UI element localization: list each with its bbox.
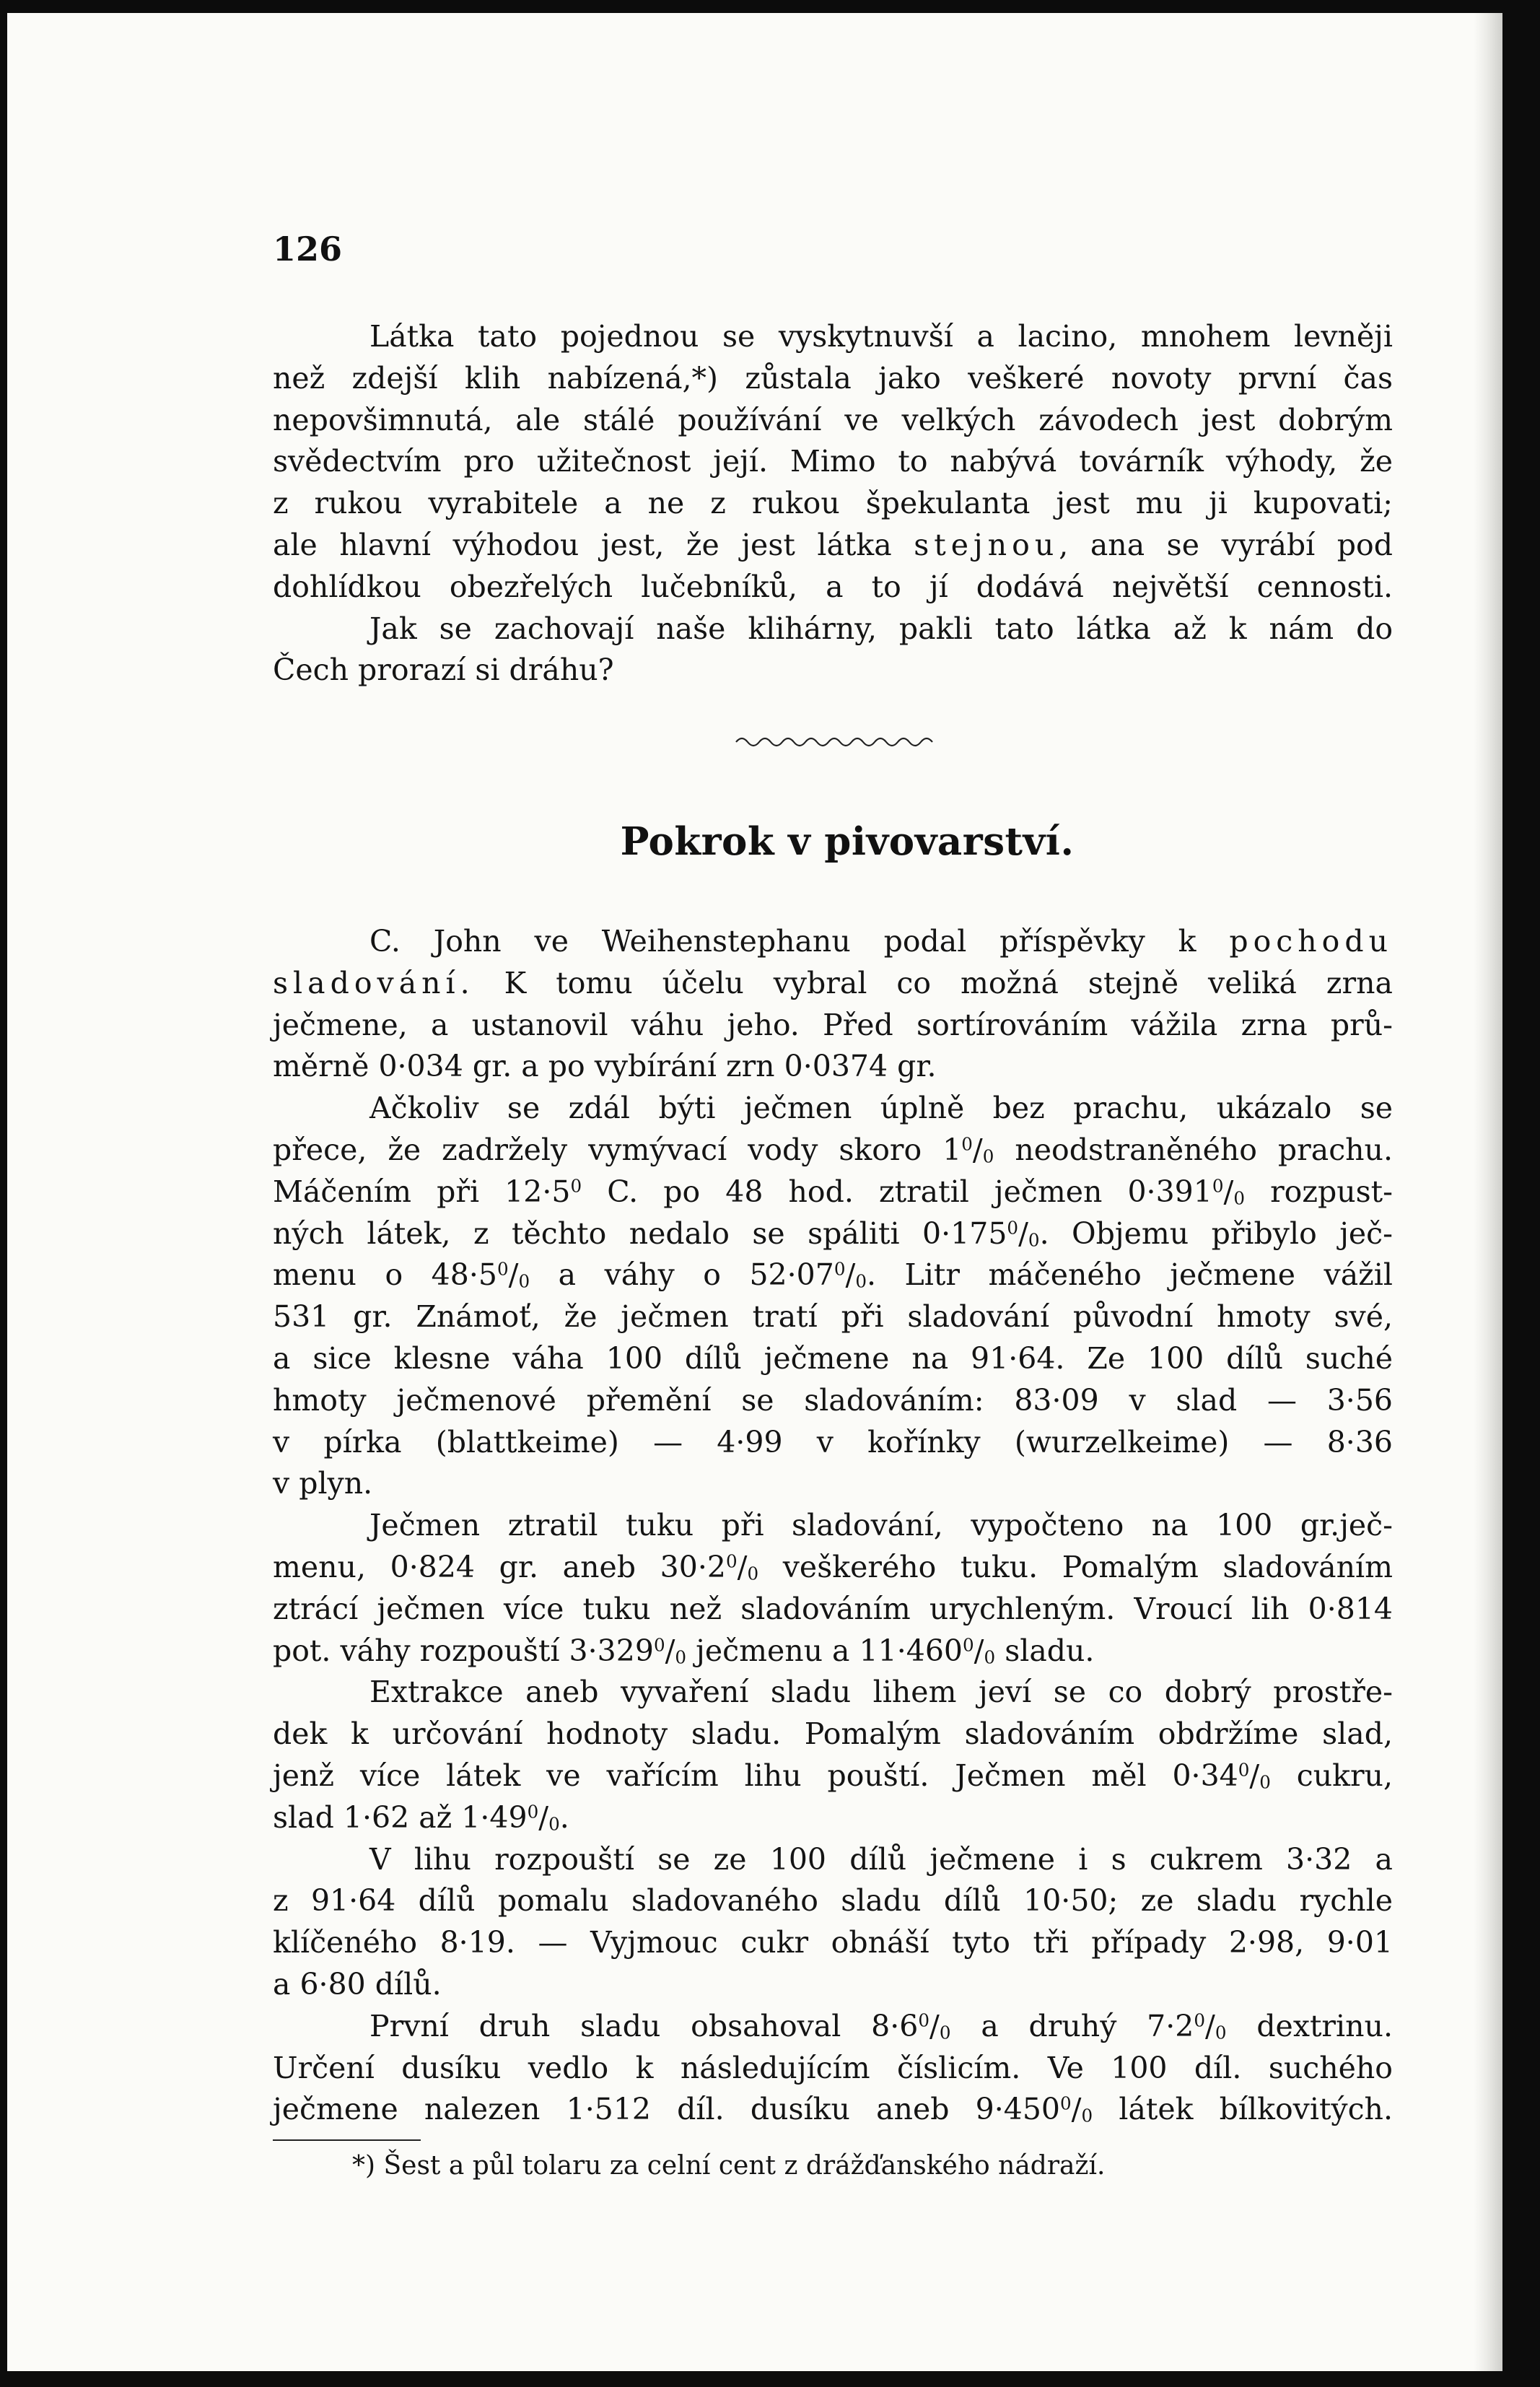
text-line: hmoty ječmenové přemění se sladováním: 83·09 v slad — 3·56 bbox=[273, 1382, 1393, 1418]
text-line: Ačkoliv se zdál býti ječmen úplně bez prachu, ukázalo se bbox=[369, 1091, 1393, 1126]
text-fragment: C. John ve Weihenstephanu podal příspěvky k bbox=[369, 924, 1196, 959]
page-sheet bbox=[7, 13, 1502, 2371]
percent-sup: 0 bbox=[918, 2009, 930, 2031]
percent-sup: 0 bbox=[834, 1258, 846, 1280]
percent-sup: 0 bbox=[1007, 1217, 1019, 1239]
section-heading: Pokrok v pivovarství. bbox=[620, 819, 1075, 864]
text-fragment: Máčením při 12·5 bbox=[273, 1174, 571, 1209]
body-text bbox=[273, 921, 1393, 2131]
text-line: Extrakce aneb vyvaření sladu lihem jeví se co dobrý prostře- bbox=[369, 1675, 1393, 1710]
text-fragment: K tomu účelu vybral co možná stejně veliká zrna bbox=[504, 965, 1393, 1000]
footnote-rule bbox=[273, 2139, 421, 2141]
text-fragment: jenž více látek ve vařícím lihu pouští. Ječmen měl 0·34 bbox=[273, 1758, 1238, 1793]
percent-sub: 0 bbox=[747, 1563, 759, 1584]
text-fragment: a druhý 7·2 bbox=[981, 2008, 1194, 2043]
text-fragment: látek bílkovitých. bbox=[1119, 2092, 1393, 2127]
text-fragment: sladu. bbox=[1005, 1633, 1095, 1668]
text-fragment: cukru, bbox=[1296, 1758, 1393, 1793]
text-line: 531 gr. Známoť, že ječmen tratí při sladování původní hmoty své, bbox=[273, 1299, 1393, 1335]
percent-sup: 0 bbox=[961, 1133, 973, 1155]
text-line: Látka tato pojednou se vyskytnuvší a lacino, mnohem levněji bbox=[369, 319, 1393, 354]
text-line: v plyn. bbox=[273, 1466, 373, 1501]
spaced-emphasis: pochodu bbox=[1229, 924, 1393, 959]
spaced-emphasis: sladování. bbox=[273, 965, 475, 1000]
text-line: dek k určování hodnoty sladu. Pomalým sladováním obdržíme slad, bbox=[273, 1716, 1393, 1752]
percent-sub: 0 bbox=[855, 1271, 867, 1293]
percent-sup: 0 bbox=[725, 1550, 738, 1572]
intro-paragraph bbox=[273, 316, 1393, 691]
text-fragment: slad 1·62 až 1·49 bbox=[273, 1799, 528, 1835]
text-fragment: přece, že zadržely vymývací vody skoro 1 bbox=[273, 1132, 962, 1167]
percent-sup: 0 bbox=[1212, 1175, 1224, 1197]
percent-sub: 0 bbox=[1233, 1187, 1245, 1209]
percent-sup: 0 bbox=[1238, 1759, 1250, 1781]
text-fragment: , ana se vyrábí pod bbox=[1059, 527, 1393, 562]
text-line: než zdejší klih nabízená,*) zůstala jako veškeré novoty první čas bbox=[273, 360, 1393, 396]
text-fragment: veškerého tuku. Pomalým sladováním bbox=[782, 1549, 1394, 1584]
text-fragment: . bbox=[559, 1799, 569, 1835]
text-fragment: menu o 48·5 bbox=[273, 1257, 497, 1293]
text-fragment: dextrinu. bbox=[1256, 2008, 1393, 2043]
text-line: v pírka (blattkeime) — 4·99 v kořínky (wurzelkeime) — 8·36 bbox=[273, 1424, 1393, 1459]
text-fragment: . Objemu přibylo ječ- bbox=[1039, 1216, 1393, 1251]
percent-sub: 0 bbox=[1028, 1229, 1040, 1251]
text-line: jenž více látek ve vařícím lihu pouští. Ječmen měl $0\cdot 34^0/_0$ cukru, bbox=[273, 1758, 1393, 1793]
text-line: Jak se zachovají naše klihárny, pakli tato látka až k nám do bbox=[369, 611, 1393, 646]
text-fragment: ječmene nalezen 1·512 díl. dusíku aneb 9·450 bbox=[273, 2092, 1061, 2127]
footnote: *) Šest a půl tolaru za celní cent z drážďanského nádraží. bbox=[352, 2151, 1106, 2181]
text-line bbox=[273, 921, 1393, 963]
spaced-emphasis: stejnou bbox=[914, 527, 1059, 562]
percent-sup: 0 bbox=[653, 1634, 665, 1656]
text-line: a 6·80 dílů. bbox=[273, 1966, 442, 2002]
text-line: V lihu rozpouští se ze 100 dílů ječmene i s cukrem 3·32 a bbox=[369, 1841, 1393, 1877]
text-line: Určení dusíku vedlo k následujícím číslicím. Ve 100 díl. suchého bbox=[273, 2050, 1393, 2085]
percent-sub: 0 bbox=[939, 2022, 951, 2043]
text-line: klíčeného 8·19. — Vyjmouc cukr obnáší tyto tři případy 2·98, 9·01 bbox=[273, 1925, 1393, 1960]
percent-sub: 0 bbox=[675, 1646, 687, 1668]
text-fragment: ných látek, z těchto nedalo se spáliti 0·175 bbox=[273, 1216, 1007, 1251]
percent-sub: 0 bbox=[548, 1813, 560, 1835]
text-line: dohlídkou obezřelých lučebníků, a to jí dodává největší cennosti. bbox=[273, 569, 1393, 604]
text-fragment: a váhy o 52·07 bbox=[558, 1257, 834, 1293]
text-fragment: ale hlavní výhodou jest, že jest látka bbox=[273, 527, 892, 562]
degree-sup: 0 bbox=[570, 1175, 582, 1197]
percent-sub: 0 bbox=[984, 1646, 996, 1668]
text-line: pot. váhy rozpouští $3\cdot 329^0/_0$ ječmenu a $11\cdot 460^0/_0$ sladu. bbox=[273, 1633, 1095, 1668]
percent-sub: 0 bbox=[1215, 2022, 1227, 2043]
text-line: ztrácí ječmen více tuku než sladováním urychleným. Vroucí lih 0·814 bbox=[273, 1591, 1393, 1626]
percent-sup: 0 bbox=[963, 1634, 974, 1656]
percent-sup: 0 bbox=[1060, 2093, 1072, 2114]
percent-sup: 0 bbox=[527, 1801, 539, 1823]
text-line: První druh sladu obsahoval $8\cdot 6^0/_0$ a druhý $7\cdot 2^0/_0$ dextrinu. bbox=[369, 2008, 1393, 2043]
percent-sup: 0 bbox=[1194, 2009, 1206, 2031]
text-fragment: C. po 48 hod. ztratil ječmen 0·391 bbox=[607, 1174, 1212, 1209]
text-line: ných látek, z těchto nedalo se spáliti $0\cdot 175^0/_0$. Objemu přibylo ječ- bbox=[273, 1216, 1393, 1251]
text-fragment: neodstraněného prachu. bbox=[1015, 1132, 1393, 1167]
text-fragment: . Litr máčeného ječmene vážil bbox=[867, 1257, 1393, 1293]
text-fragment: První druh sladu obsahoval 8·6 bbox=[369, 2008, 919, 2043]
text-line bbox=[273, 525, 1393, 567]
text-line: měrně 0·034 gr. a po vybírání zrn 0·0374 gr. bbox=[273, 1049, 937, 1084]
text-line: menu o $48\cdot 5^0/_0$ a váhy o $52\cdot 07^0/_0$. Litr máčeného ječmene vážil bbox=[273, 1257, 1393, 1293]
text-fragment: pot. váhy rozpouští 3·329 bbox=[273, 1633, 654, 1668]
text-line: ječmene, a ustanovil váhu jeho. Před sortírováním vážila zrna prů- bbox=[273, 1007, 1393, 1042]
text-fragment: ječmenu a 11·460 bbox=[696, 1633, 963, 1668]
text-line: a sice klesne váha 100 dílů ječmene na 91·64. Ze 100 dílů suché bbox=[273, 1340, 1393, 1376]
text-line: menu, 0·824 gr. aneb $30\cdot 2^0/_0$ veškerého tuku. Pomalým sladováním bbox=[273, 1549, 1394, 1584]
wavy-divider bbox=[735, 731, 944, 753]
percent-sub: 0 bbox=[1081, 2105, 1093, 2126]
percent-sub: 0 bbox=[1259, 1771, 1271, 1793]
percent-sup: 0 bbox=[496, 1258, 509, 1280]
text-line: svědectvím pro užitečnost její. Mimo to nabývá továrník výhody, že bbox=[273, 444, 1393, 479]
text-fragment: menu, 0·824 gr. aneb 30·2 bbox=[273, 1549, 726, 1584]
text-line: nepovšimnutá, ale stálé používání ve velkých závodech jest dobrým bbox=[273, 402, 1393, 437]
text-line: Čech prorazí si dráhu? bbox=[273, 653, 614, 688]
percent-sub: 0 bbox=[982, 1146, 994, 1167]
percent-sub: 0 bbox=[518, 1271, 530, 1293]
page-number: 126 bbox=[273, 230, 343, 269]
page-edge-shadow bbox=[1474, 13, 1502, 2371]
text-fragment: rozpust- bbox=[1270, 1174, 1393, 1209]
text-line: Ječmen ztratil tuku při sladování, vypočteno na 100 gr.ječ- bbox=[369, 1508, 1393, 1543]
text-line: ječmene nalezen 1·512 díl. dusíku aneb $9\cdot 450^0/_0$ látek bílkovitých. bbox=[273, 2092, 1393, 2127]
text-line: Máčením při $12\cdot 5^0$ C. po 48 hod. ztratil ječmen $0\cdot 391^0/_0$ rozpust- bbox=[273, 1174, 1393, 1209]
text-line: přece, že zadržely vymývací vody skoro $1^0/_0$ neodstraněného prachu. bbox=[273, 1132, 1393, 1167]
text-line: z 91·64 dílů pomalu sladovaného sladu dílů 10·50; ze sladu rychle bbox=[273, 1883, 1393, 1919]
text-line: z rukou vyrabitele a ne z rukou špekulanta jest mu ji kupovati; bbox=[273, 486, 1393, 521]
text-line bbox=[273, 963, 1393, 1005]
text-line: slad 1·62 až $1\cdot 49^0/_0$. bbox=[273, 1799, 569, 1835]
